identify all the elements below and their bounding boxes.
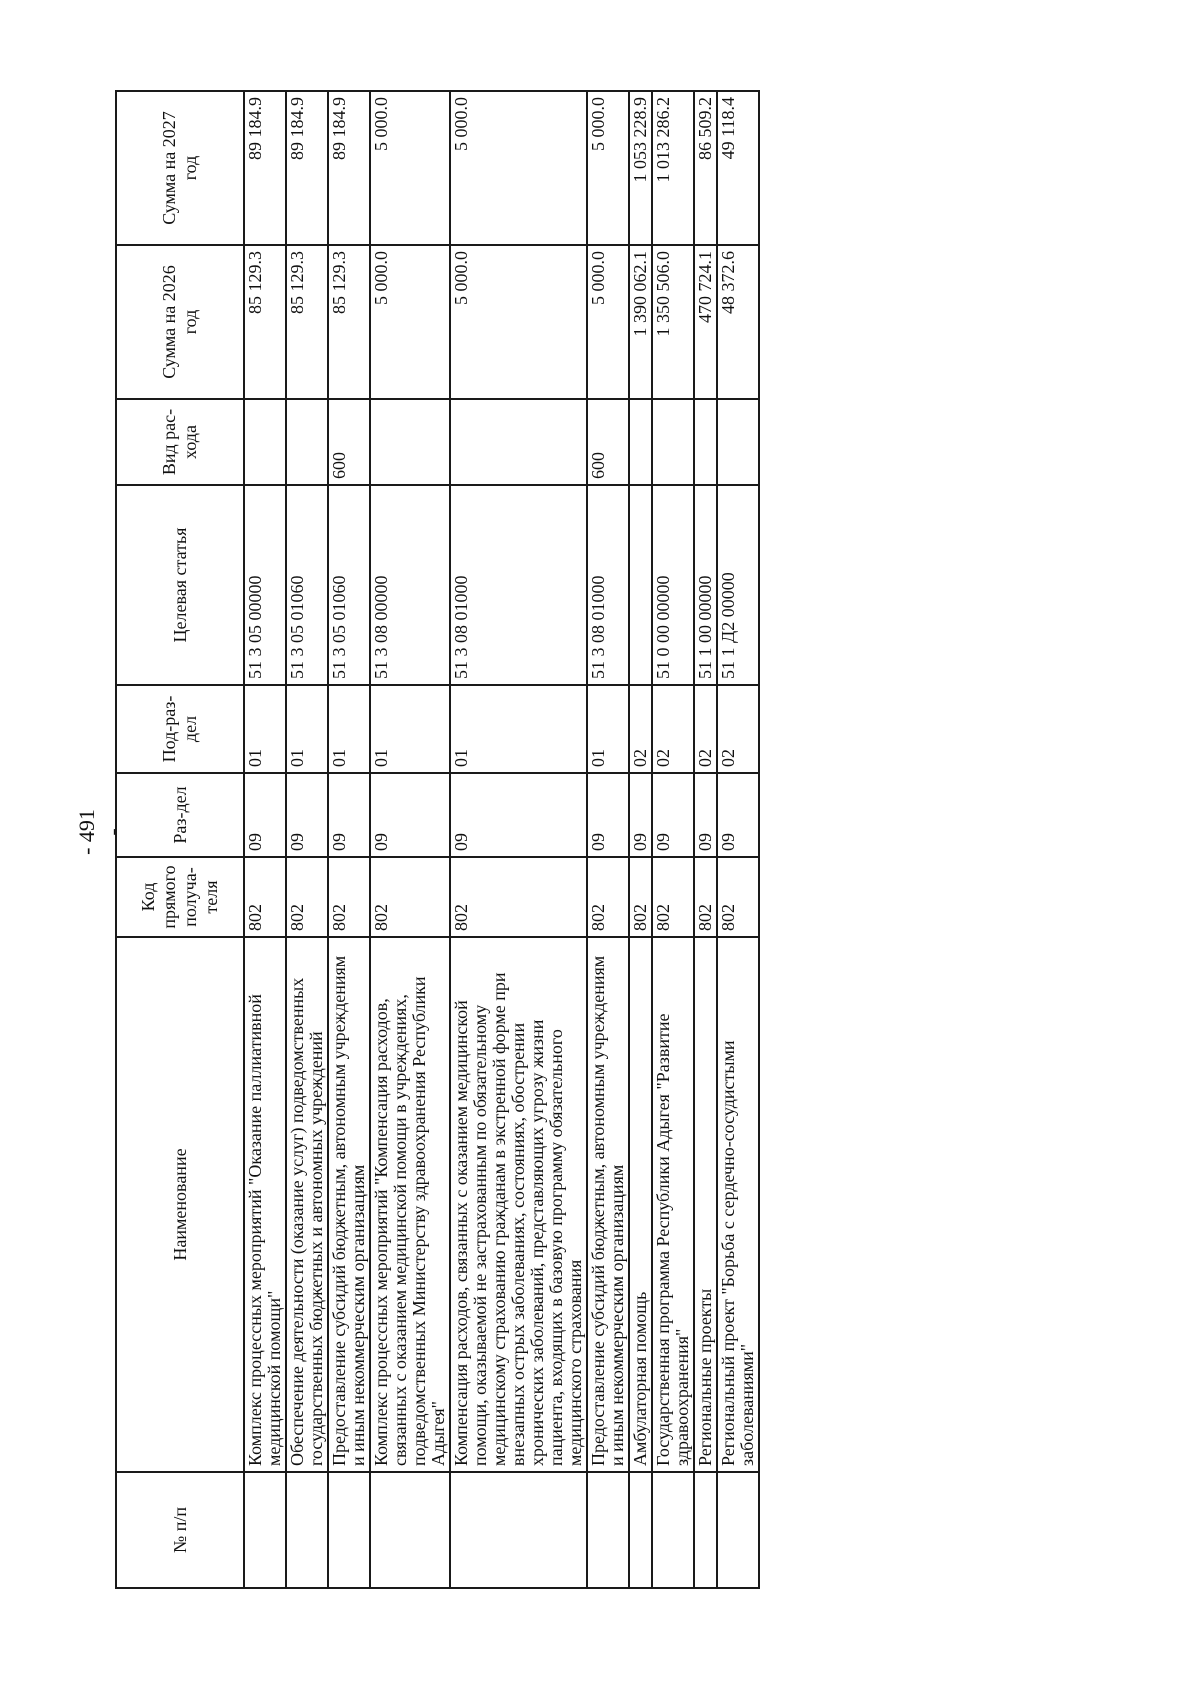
table-row (694, 91, 717, 1588)
cell-name: Компенсация расходов, связанных с оказанием медицинской помощи, оказываемой не застрахованным по обязательному медицинскому страхованию гражданам в экстренной форме при внезапных острых заболеваниях, состояниях, обострении хронических заболеваний, представляющих угрозу жизни пациента, входящих в базовую программу обязательного медицинского страхования (450, 937, 587, 1472)
cell-expense: 600 (328, 399, 370, 485)
cell-name: Предоставление субсидий бюджетным, автономным учреждениям и иным некоммерческим организациям (328, 937, 370, 1472)
cell-expense (244, 399, 286, 485)
cell-section: 09 (370, 773, 450, 857)
cell-target: 51 3 08 00000 (370, 485, 450, 685)
header-expense: Вид рас-хода (116, 399, 244, 485)
table-row (286, 91, 328, 1588)
cell-recipient: 802 (587, 857, 629, 937)
cell-recipient: 802 (370, 857, 450, 937)
cell-subsection: 01 (328, 685, 370, 773)
cell-section: 09 (450, 773, 587, 857)
cell-section: 09 (717, 773, 759, 857)
cell-recipient: 802 (694, 857, 717, 937)
cell-sum-2027: 1 013 286.2 (652, 91, 694, 245)
cell-section: 09 (652, 773, 694, 857)
cell-sum-2026: 48 372.6 (717, 245, 759, 399)
cell-section: 09 (328, 773, 370, 857)
cell-sum-2027: 89 184.9 (244, 91, 286, 245)
cell-expense (370, 399, 450, 485)
cell-num (587, 1472, 629, 1588)
cell-num (694, 1472, 717, 1588)
cell-sum-2026: 1 350 506.0 (652, 245, 694, 399)
table-row (328, 91, 370, 1588)
cell-name: Государственная программа Республики Адыгея "Развитие здравоохранения" (652, 937, 694, 1472)
page-number: - 491 - (74, 809, 125, 855)
cell-num (328, 1472, 370, 1588)
cell-section: 09 (286, 773, 328, 857)
cell-name: Комплекс процессных мероприятий "Компенсация расходов, связанных с оказанием медицинской помощи в учреждениях, подведомственных Министерству здравоохранения Республики Адыгея" (370, 937, 450, 1472)
cell-sum-2026: 85 129.3 (328, 245, 370, 399)
cell-target: 51 3 08 01000 (450, 485, 587, 685)
cell-subsection: 02 (629, 685, 652, 773)
cell-expense (652, 399, 694, 485)
header-section: Раз-дел (116, 773, 244, 857)
cell-recipient: 802 (286, 857, 328, 937)
cell-sum-2027: 89 184.9 (328, 91, 370, 245)
cell-num (629, 1472, 652, 1588)
cell-num (244, 1472, 286, 1588)
cell-name: Комплекс процессных мероприятий "Оказание паллиативной медицинской помощи" (244, 937, 286, 1472)
cell-section: 09 (244, 773, 286, 857)
header-subsection: Под-раз-дел (116, 685, 244, 773)
cell-recipient: 802 (717, 857, 759, 937)
cell-recipient: 802 (328, 857, 370, 937)
table-row (629, 91, 652, 1588)
cell-subsection: 02 (717, 685, 759, 773)
cell-sum-2027: 49 118.4 (717, 91, 759, 245)
cell-sum-2026: 1 390 062.1 (629, 245, 652, 399)
cell-sum-2027: 5 000.0 (587, 91, 629, 245)
cell-name: Предоставление субсидий бюджетным, автономным учреждениям и иным некоммерческим организациям (587, 937, 629, 1472)
cell-expense (694, 399, 717, 485)
cell-target: 51 3 08 01000 (587, 485, 629, 685)
cell-subsection: 01 (450, 685, 587, 773)
cell-recipient: 802 (652, 857, 694, 937)
cell-sum-2026: 470 724.1 (694, 245, 717, 399)
cell-recipient: 802 (450, 857, 587, 937)
cell-target: 51 3 05 01060 (328, 485, 370, 685)
cell-sum-2026: 5 000.0 (450, 245, 587, 399)
table-row (244, 91, 286, 1588)
cell-sum-2027: 89 184.9 (286, 91, 328, 245)
cell-target: 51 3 05 00000 (244, 485, 286, 685)
cell-recipient: 802 (244, 857, 286, 937)
cell-expense: 600 (587, 399, 629, 485)
table-row (652, 91, 694, 1588)
cell-subsection: 02 (694, 685, 717, 773)
cell-target (629, 485, 652, 685)
header-recipient: Код прямого получа-теля (116, 857, 244, 937)
rotated-table-wrapper (115, 92, 1015, 1589)
cell-target: 51 1 00 00000 (694, 485, 717, 685)
cell-section: 09 (694, 773, 717, 857)
cell-expense (717, 399, 759, 485)
cell-sum-2026: 5 000.0 (587, 245, 629, 399)
cell-expense (450, 399, 587, 485)
header-sum-2026: Сумма на 2026 год (116, 245, 244, 399)
header-target: Целевая статья (116, 485, 244, 685)
table-row (717, 91, 759, 1588)
cell-expense (629, 399, 652, 485)
cell-name: Региональные проекты (694, 937, 717, 1472)
cell-target: 51 1 Д2 00000 (717, 485, 759, 685)
header-name: Наименование (116, 937, 244, 1472)
cell-subsection: 01 (286, 685, 328, 773)
cell-sum-2026: 85 129.3 (286, 245, 328, 399)
cell-sum-2026: 85 129.3 (244, 245, 286, 399)
cell-expense (286, 399, 328, 485)
cell-section: 09 (629, 773, 652, 857)
cell-target: 51 0 00 00000 (652, 485, 694, 685)
header-num: № п/п (116, 1472, 244, 1588)
table-header-row (116, 91, 244, 1588)
cell-subsection: 01 (587, 685, 629, 773)
cell-recipient: 802 (629, 857, 652, 937)
header-sum-2027: Сумма на 2027 год (116, 91, 244, 245)
cell-num (450, 1472, 587, 1588)
cell-subsection: 01 (244, 685, 286, 773)
cell-num (370, 1472, 450, 1588)
cell-sum-2027: 5 000.0 (450, 91, 587, 245)
cell-name: Региональный проект "Борьба с сердечно-сосудистыми заболеваниями" (717, 937, 759, 1472)
cell-sum-2027: 1 053 228.9 (629, 91, 652, 245)
cell-target: 51 3 05 01060 (286, 485, 328, 685)
cell-subsection: 02 (652, 685, 694, 773)
cell-sum-2026: 5 000.0 (370, 245, 450, 399)
cell-sum-2027: 5 000.0 (370, 91, 450, 245)
table-row (370, 91, 450, 1588)
table-row (587, 91, 629, 1588)
cell-sum-2027: 86 509.2 (694, 91, 717, 245)
cell-name: Обеспечение деятельности (оказание услуг) подведомственных государственных бюджетных и автономных учреждений (286, 937, 328, 1472)
budget-table (115, 90, 760, 1589)
cell-num (717, 1472, 759, 1588)
table-row (450, 91, 587, 1588)
cell-num (286, 1472, 328, 1588)
cell-section: 09 (587, 773, 629, 857)
cell-subsection: 01 (370, 685, 450, 773)
cell-num (652, 1472, 694, 1588)
cell-name: Амбулаторная помощь (629, 937, 652, 1472)
